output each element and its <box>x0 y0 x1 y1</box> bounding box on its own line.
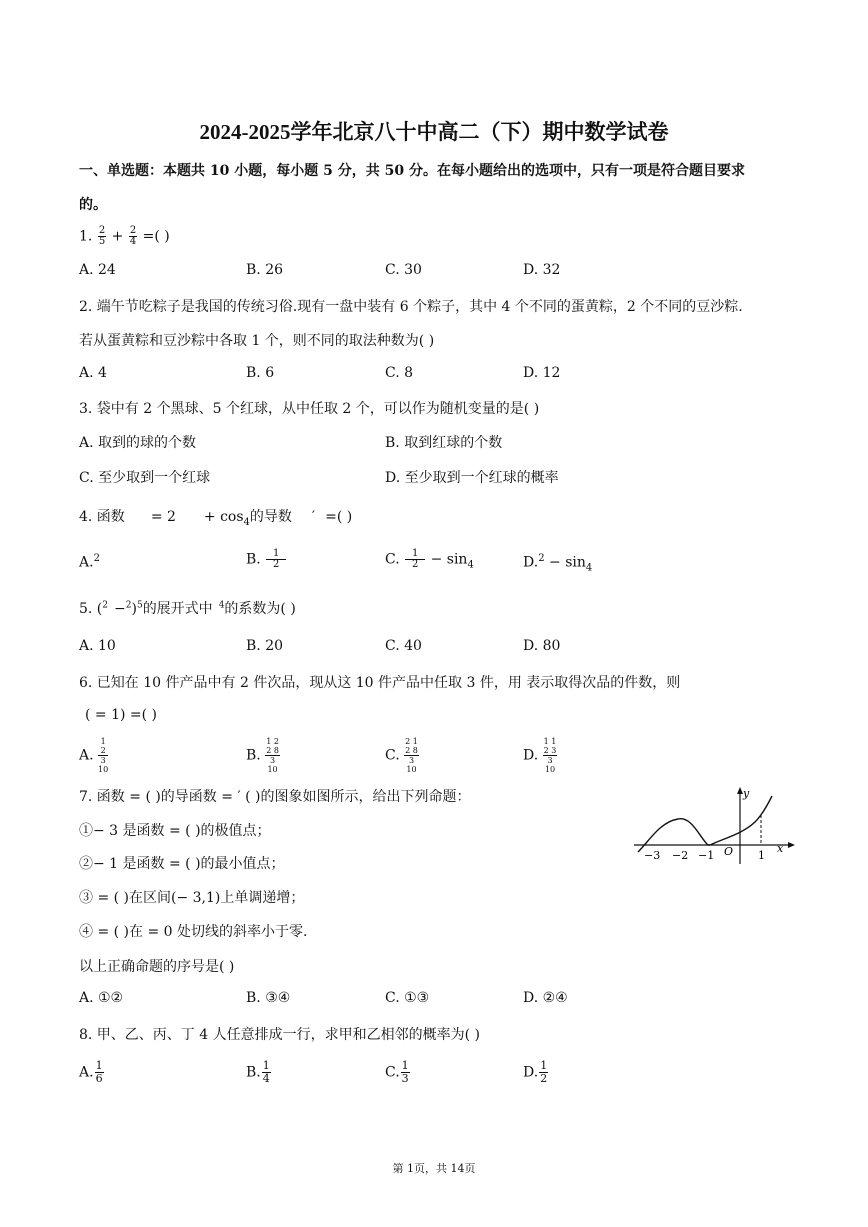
q7-proposition-3: ③ = ( )在区间(− 3,1)上单调递增； <box>79 890 305 906</box>
tick-label: −1 <box>698 849 715 862</box>
section-heading-cont: 的。 <box>79 197 107 213</box>
question-6: 6. 已知在 10 件产品中有 2 件次品，现从这 10 件产品中任取 3 件，用 表示取得次品的件数，则 <box>79 675 681 691</box>
q3-option-a: A. 取到的球的个数 <box>79 435 197 451</box>
q4-option-c: C. $\frac{1}{2}$ − $\sin_4$ <box>385 548 474 571</box>
question-5: 5. $(^2 -^2)^5$的展开式中 $^4$的系数为( ) <box>79 600 296 617</box>
q8-option-a: A. $\frac{1}{6}$ <box>79 1059 103 1085</box>
question-2-cont: 若从蛋黄粽和豆沙粽中各取 1 个，则不同的取法种数为( ) <box>79 333 435 349</box>
question-7: 7. 函数 = ( )的导函数 = ′ ( )的图象如图所示，给出下列命题： <box>79 789 471 805</box>
tick-label: −2 <box>672 849 689 862</box>
q7-proposition-4: ④ = ( )在 = 0 处切线的斜率小于零. <box>79 924 308 940</box>
tick-label: 1 <box>758 849 765 862</box>
question-8: 8. 甲、乙、丙、丁 4 人任意排成一行，求甲和乙相邻的概率为( ) <box>79 1027 480 1043</box>
q6-option-c: C. 2 1 2 8 3 10 <box>385 737 418 774</box>
section-heading: 一、单选题：本题共 10 小题，每小题 5 分，共 50 分。在每小题给出的选项中，只有一项是符合题目要求 <box>79 163 745 179</box>
question-3: 3. 袋中有 2 个黑球、5 个红球，从中任取 2 个，可以作为随机变量的是( ) <box>79 401 540 417</box>
q6-option-b: B. 1 2 2 8 3 10 <box>246 737 279 774</box>
q5-option-d: D. 80 <box>523 638 561 654</box>
x-axis-arrow <box>788 842 795 848</box>
derivative-graph <box>630 782 800 867</box>
q5-option-c: C. 40 <box>385 638 422 654</box>
page-footer: 第 1页，共 14页 <box>392 1162 476 1175</box>
q7-option-b: B. ③④ <box>246 990 291 1006</box>
q8-option-b: B. $\frac{1}{4}$ <box>246 1059 270 1085</box>
q8-option-c: C. $\frac{1}{3}$ <box>385 1059 409 1085</box>
q1-option-d: D. 32 <box>523 262 561 278</box>
q1-option-b: B. 26 <box>246 262 284 278</box>
q7-proposition-2: ②− 1 是函数 = ( )的最小值点； <box>79 856 285 872</box>
q7-option-c: C. ①③ <box>385 990 430 1006</box>
derivative-curve <box>638 796 772 852</box>
q6-option-d: D. 1 1 2 3 3 10 <box>523 737 557 774</box>
q6-option-a: A. 1 2 3 10 <box>79 737 109 774</box>
q2-option-a: A. 4 <box>79 365 107 381</box>
question-6-cont: ( = 1) =( ) <box>85 707 158 723</box>
origin-label: O <box>724 845 734 858</box>
q4-option-a: A.$^2$ <box>79 553 100 571</box>
question-2: 2. 端午节吃粽子是我国的传统习俗.现有一盘中装有 6 个粽子，其中 4 个不同的蛋黄粽，2 个不同的豆沙粽. <box>79 299 743 315</box>
q1-option-a: A. 24 <box>79 262 116 278</box>
q3-option-d: D. 至少取到一个红球的概率 <box>385 470 559 486</box>
fraction: $\frac{2}{4}$ <box>129 225 137 247</box>
q7-question: 以上正确命题的序号是( ) <box>79 959 235 975</box>
q4-option-d: $D.^2 - \sin_4$ <box>523 553 593 574</box>
q8-option-d: D. $\frac{1}{2}$ <box>523 1059 548 1085</box>
fraction: $\frac{2}{5}$ <box>98 225 106 247</box>
q4-option-b: B. $\frac{1}{2}$ <box>246 549 287 570</box>
q2-option-c: C. 8 <box>385 365 414 381</box>
q2-option-d: D. 12 <box>523 365 561 381</box>
page-title: 2024-2025学年北京八十中高二（下）期中数学试卷 <box>199 120 669 144</box>
q7-option-d: D. ②④ <box>523 990 568 1006</box>
q3-option-c: C. 至少取到一个红球 <box>79 470 211 486</box>
q5-option-a: A. 10 <box>79 638 116 654</box>
tick-label: −3 <box>644 849 661 862</box>
question-4: 4. 函数 = $2 + \cos_4$的导数 ′ =( ) <box>79 509 353 528</box>
q5-option-b: B. 20 <box>246 638 284 654</box>
q7-proposition-1: ①− 3 是函数 = ( )的极值点； <box>79 823 271 839</box>
question-1: 1. $\frac{2}{5}$ + $\frac{2}{4}$ =( ) <box>79 225 170 247</box>
y-axis-label: y <box>743 787 750 800</box>
q1-option-c: C. 30 <box>385 262 422 278</box>
q3-option-b: B. 取到红球的个数 <box>385 435 503 451</box>
q2-option-b: B. 6 <box>246 365 275 381</box>
q7-option-a: A. ①② <box>79 990 124 1006</box>
x-axis-label: x <box>777 842 784 855</box>
